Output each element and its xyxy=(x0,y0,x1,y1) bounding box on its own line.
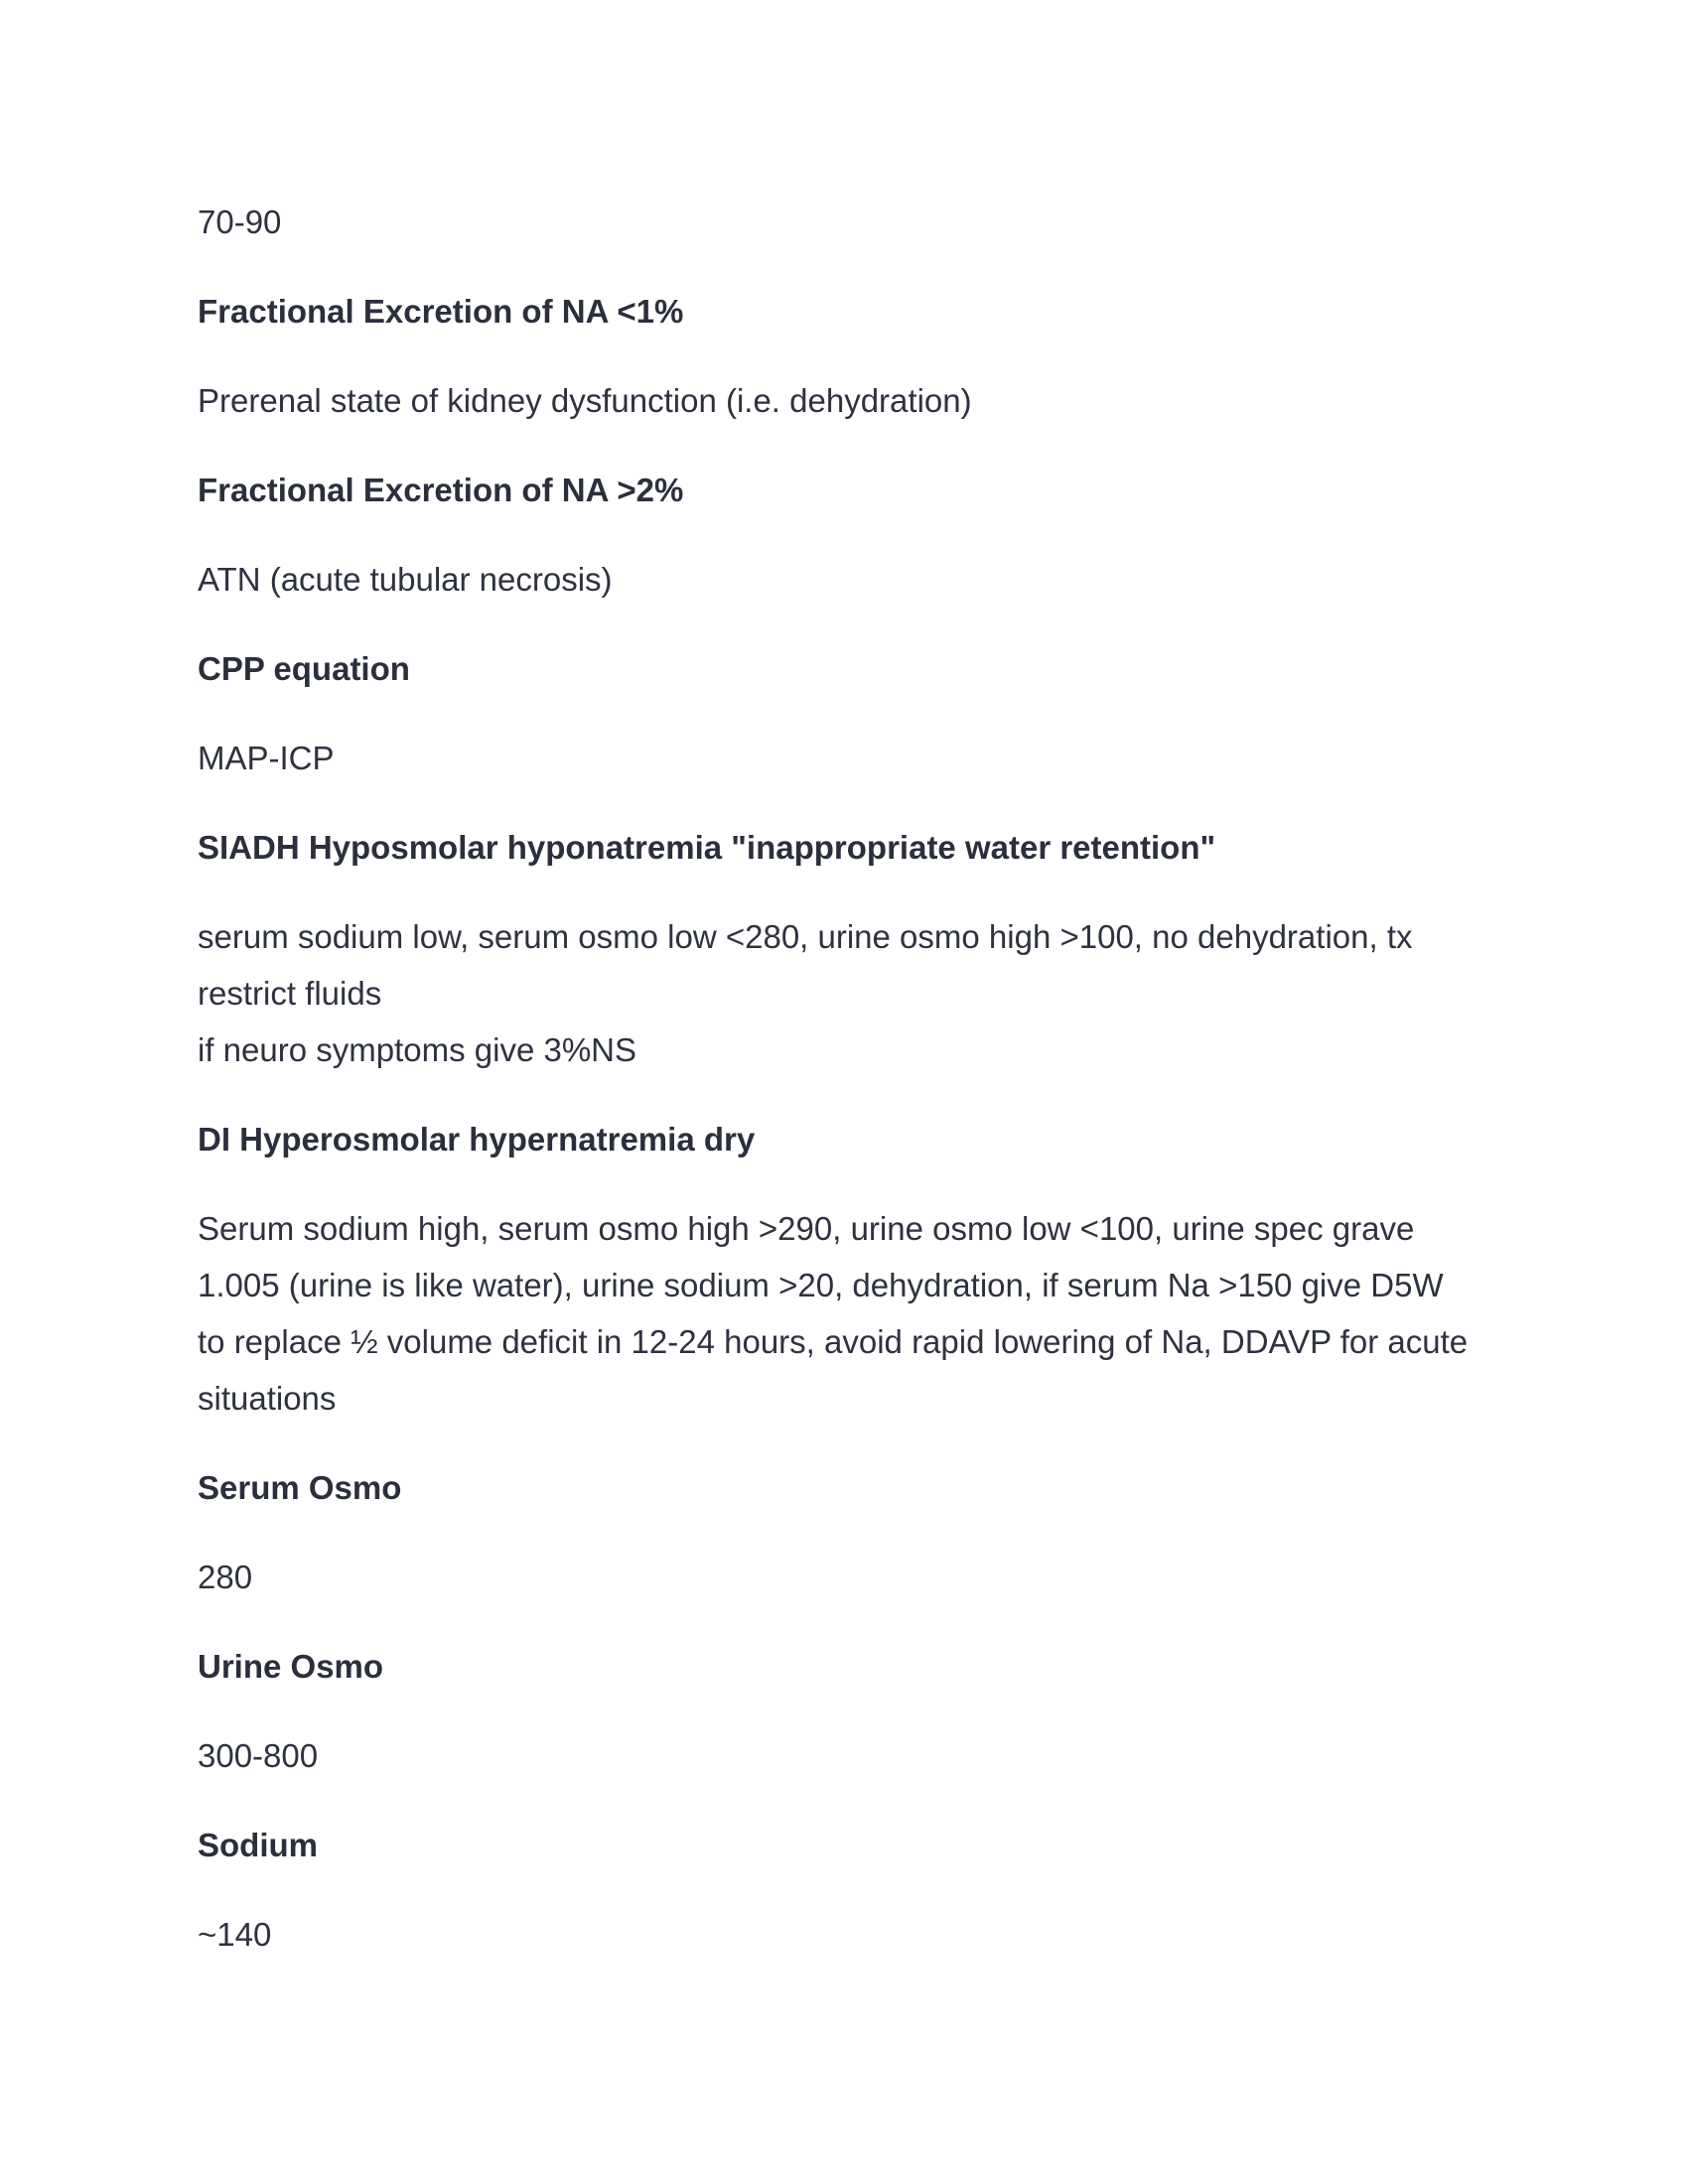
definition-text: 1.005 (urine is like water), urine sodium >20, dehydration, if serum Na >150 give D5W xyxy=(198,1267,1444,1303)
spacer xyxy=(198,1427,1508,1459)
definition-text: situations xyxy=(198,1380,337,1417)
spacer xyxy=(198,429,1508,462)
spacer xyxy=(198,608,1508,640)
term-heading: SIADH Hyposmolar hyponatremia "inappropriate water retention" xyxy=(198,829,1216,866)
spacer xyxy=(198,1516,1508,1549)
term-heading: CPP equation xyxy=(198,650,410,687)
definition-text: serum sodium low, serum osmo low <280, urine osmo high >100, no dehydration, tx xyxy=(198,918,1413,955)
definition-text: restrict fluids xyxy=(198,975,382,1012)
spacer xyxy=(198,518,1508,551)
term-heading: Fractional Excretion of NA <1% xyxy=(198,293,684,330)
definition-block xyxy=(198,1200,1508,1427)
spacer xyxy=(198,1605,1508,1638)
spacer xyxy=(198,1784,1508,1817)
spacer xyxy=(198,786,1508,819)
definition-text: if neuro symptoms give 3%NS xyxy=(198,1031,637,1068)
term-heading: Fractional Excretion of NA >2% xyxy=(198,472,684,508)
spacer xyxy=(198,1167,1508,1200)
spacer xyxy=(198,697,1508,730)
spacer xyxy=(198,1873,1508,1906)
definition-text: to replace ½ volume deficit in 12-24 hours, avoid rapid lowering of Na, DDAVP for acute xyxy=(198,1323,1469,1360)
spacer xyxy=(198,1078,1508,1111)
definition-text: 300-800 xyxy=(198,1737,319,1774)
definition-text: ~140 xyxy=(198,1916,272,1953)
definition-text: 280 xyxy=(198,1559,253,1595)
definition-text: Prerenal state of kidney dysfunction (i.e. dehydration) xyxy=(198,382,972,419)
definition-text: 70-90 xyxy=(198,204,282,240)
spacer xyxy=(198,876,1508,908)
term-heading: DI Hyperosmolar hypernatremia dry xyxy=(198,1121,756,1158)
definition-text: MAP-ICP xyxy=(198,740,335,776)
term-heading: Urine Osmo xyxy=(198,1648,384,1685)
definition-text: Serum sodium high, serum osmo high >290, urine osmo low <100, urine spec grave xyxy=(198,1210,1415,1247)
term-heading: Serum Osmo xyxy=(198,1469,402,1506)
spacer xyxy=(198,1695,1508,1727)
spacer xyxy=(198,250,1508,283)
document-page xyxy=(198,194,1508,1963)
definition-text: ATN (acute tubular necrosis) xyxy=(198,561,613,598)
spacer xyxy=(198,340,1508,372)
term-heading: Sodium xyxy=(198,1827,318,1863)
definition-block xyxy=(198,908,1508,1078)
